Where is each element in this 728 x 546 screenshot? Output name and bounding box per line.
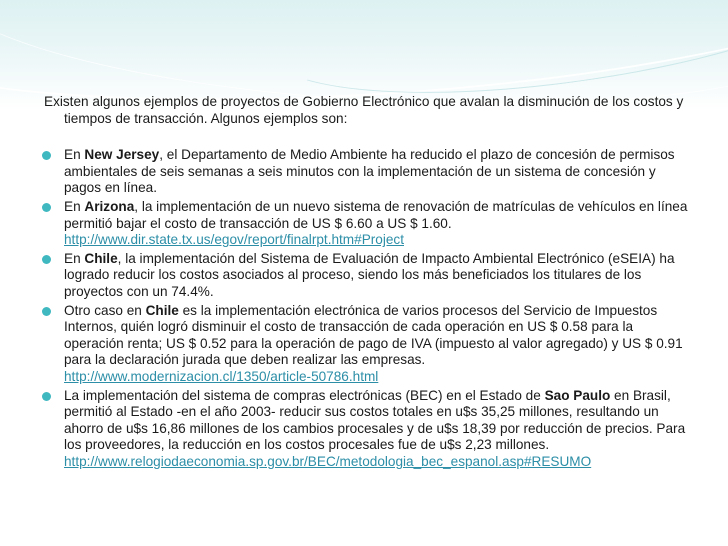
bullet-item-sao-paulo: [44, 388, 692, 471]
bullet-place-name: Sao Paulo: [544, 387, 611, 403]
bullet-list: [44, 147, 692, 470]
bullet-place-name: Chile: [145, 302, 179, 318]
bullet-text-post: en Brasil, permitió al Estado -en el año 2003- reducir sus costos totales en u$s 35,25 millones, resultando un ahorro de u$s 16,86 millones de los cambios procesales y de u$s 18,39 por reducción de precios. Para los proveedores, la reducción en los costos procesales fue de u$s 2,23 millones.: [64, 387, 686, 453]
bullet-text-post: , el Departamento de Medio Ambiente ha reducido el plazo de concesión de permisos ambientales de seis semanas a seis minutos con la implementación de un sistema de concesión y pagos en línea.: [64, 147, 675, 196]
bullet-text-pre: En: [64, 250, 85, 266]
bullet-text-post: , la implementación del Sistema de Evaluación de Impacto Ambiental Electrónico (eSEIA) ha logrado reducir los costos asociados al proceso, siendo los más beneficiados los titulares de los proyectos con un 74.4%.: [64, 250, 675, 299]
intro-paragraph: Existen algunos ejemplos de proyectos de Gobierno Electrónico que avalan la disminución de los costos y tiempos de transacción. Algunos ejemplos son:: [44, 94, 684, 126]
bullet-dot-icon: [42, 203, 51, 212]
bullet-dot-icon: [42, 255, 51, 264]
bullet-item-chile-sii: [44, 303, 692, 386]
source-link[interactable]: http://www.modernizacion.cl/1350/article-50786.html: [64, 368, 379, 384]
bullet-place-name: Chile: [84, 250, 118, 266]
bullet-dot-icon: [42, 151, 51, 160]
bullet-item-chile-eseia: [44, 251, 692, 301]
bullet-text-pre: La implementación del sistema de compras electrónicas (BEC) en el Estado de: [64, 387, 545, 403]
bullet-text-pre: Otro caso en: [64, 302, 146, 318]
slide-content: [44, 94, 692, 472]
bullet-text-pre: En: [64, 198, 85, 214]
source-link[interactable]: http://www.relogiodaeconomia.sp.gov.br/BEC/metodologia_bec_espanol.asp#RESUMO: [64, 453, 592, 469]
bullet-text-pre: En: [64, 147, 85, 163]
bullet-text-post: es la implementación electrónica de varios procesos del Servicio de Impuestos Internos, quién logró disminuir el costo de transacción de cada operación en US $ 0.58 para la operación renta; US $ 0.52 para la operación de pago de IVA (impuesto al valor agregado) y US $ 0.91 para la declaración jurada que deben realizar las empresas.: [64, 302, 683, 368]
bullet-item-new-jersey: [44, 147, 692, 197]
bullet-dot-icon: [42, 392, 51, 401]
source-link[interactable]: http://www.dir.state.tx.us/egov/report/finalrpt.htm#Project: [64, 232, 404, 248]
bullet-dot-icon: [42, 307, 51, 316]
bullet-place-name: New Jersey: [84, 147, 160, 163]
bullet-item-arizona: [44, 199, 692, 249]
bullet-text-post: , la implementación de un nuevo sistema de renovación de matrículas de vehículos en línea permitió bajar el costo de transacción de US $ 6.60 a US $ 1.60.: [64, 198, 688, 231]
bullet-place-name: Arizona: [84, 198, 135, 214]
